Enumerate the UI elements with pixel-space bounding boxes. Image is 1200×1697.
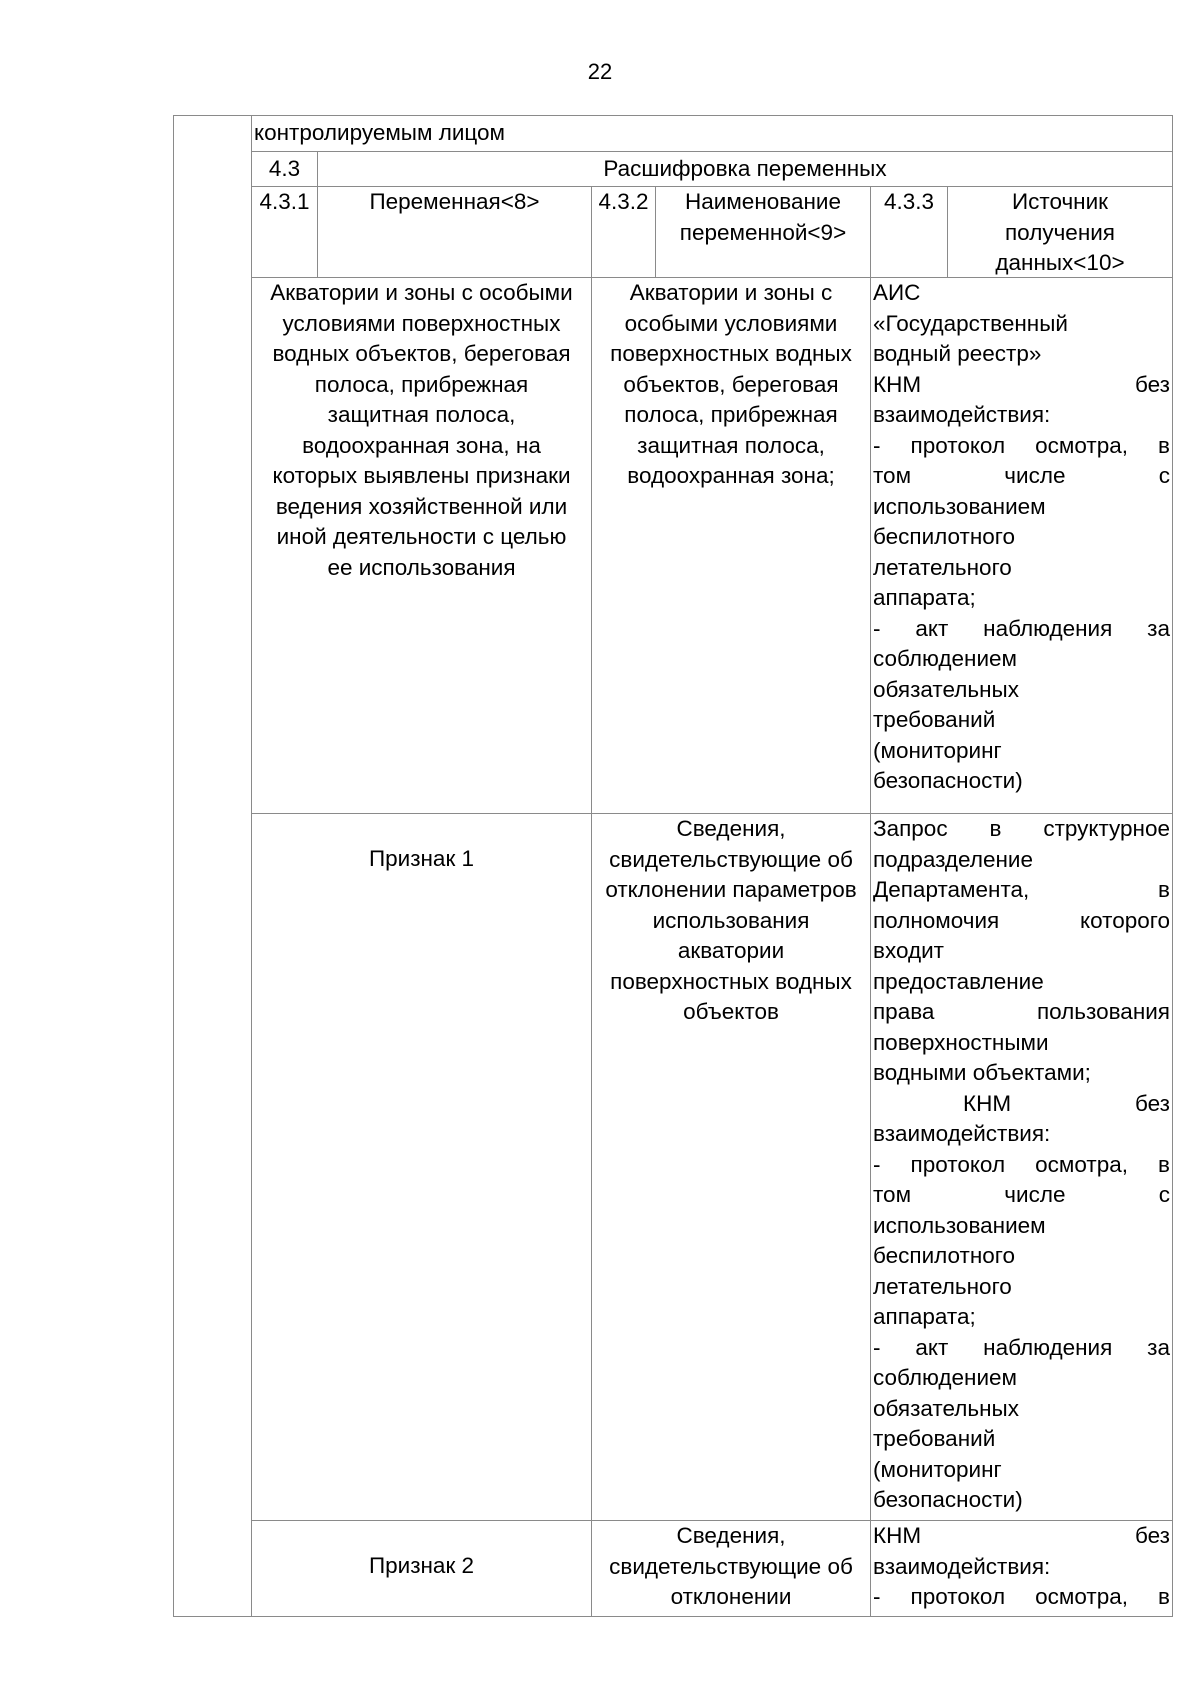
source-line: требований — [873, 1426, 996, 1451]
source-line: взаимодействия: — [873, 1121, 1051, 1146]
row-2-source — [870, 813, 1173, 1521]
source-line: обязательных — [873, 1395, 1019, 1421]
source-line: том числе с — [873, 1182, 1170, 1207]
source-line: - акт наблюдения за — [873, 615, 1170, 641]
source-line: поверхностными — [873, 1029, 1049, 1055]
source-line: аппарата; — [873, 585, 976, 610]
source-line: КНМ без — [873, 1523, 1170, 1548]
source-line: АИС — [873, 280, 921, 305]
source-line: полномочия которого — [873, 907, 1170, 933]
source-line: обязательных — [873, 676, 1019, 702]
source-line: КНМ без — [963, 1090, 1170, 1116]
source-line: (мониторинг — [873, 737, 1002, 763]
source-line: подразделение — [873, 846, 1033, 872]
source-line: беспилотного — [873, 1243, 1016, 1268]
source-line: - протокол осмотра, в — [873, 432, 1170, 458]
source-line: права пользования — [873, 999, 1170, 1024]
row-1-name: Акватории и зоны с особыми условиями поверхностных водных объектов, береговая полоса, прибрежная защитная полоса, водоохранная зона; — [591, 277, 871, 814]
source-line: предоставление — [873, 968, 1044, 994]
header-source-label-line: данных<10> — [995, 250, 1125, 275]
header-name-label-line: Наименование — [685, 189, 841, 214]
source-line: безопасности) — [873, 768, 1023, 793]
row-number-column — [173, 115, 252, 1617]
row-2-name: Сведения, свидетельствующие об отклонении параметров использования акватории поверхностных водных объектов — [591, 813, 871, 1521]
header-source-label-line: получения — [1005, 219, 1115, 245]
header-source-number: 4.3.3 — [870, 186, 948, 278]
header-variable-number: 4.3.1 — [251, 186, 318, 278]
source-line: взаимодействия: — [873, 1553, 1051, 1579]
source-line: беспилотного — [873, 524, 1016, 549]
source-line: входит — [873, 938, 944, 963]
source-line: соблюдением — [873, 646, 1018, 671]
source-line: использованием — [873, 1212, 1046, 1238]
header-name-label-line: переменной<9> — [679, 219, 847, 245]
continuation-row: контролируемым лицом — [251, 115, 1173, 152]
source-line: (мониторинг — [873, 1456, 1002, 1482]
source-line: - акт наблюдения за — [873, 1334, 1170, 1360]
header-name-label — [655, 186, 871, 278]
header-source-label — [947, 186, 1173, 278]
source-line: водный реестр» — [873, 341, 1042, 366]
variables-table — [173, 115, 1173, 1617]
header-name-number: 4.3.2 — [591, 186, 656, 278]
section-title: Расшифровка переменных — [317, 151, 1173, 187]
source-line: безопасности) — [873, 1487, 1023, 1512]
source-line: соблюдением — [873, 1365, 1018, 1390]
source-line: КНМ без — [873, 371, 1170, 397]
row-2-variable: Признак 1 — [251, 813, 592, 1521]
source-line: том числе с — [873, 463, 1170, 488]
source-line: аппарата; — [873, 1304, 976, 1329]
source-line: «Государственный — [873, 310, 1068, 336]
source-line: Запрос в структурное — [873, 816, 1170, 841]
row-1-source — [870, 277, 1173, 814]
page-number: 22 — [587, 59, 613, 84]
section-number: 4.3 — [251, 151, 318, 187]
source-line: Департамента, в — [873, 877, 1170, 902]
source-line: летательного — [873, 1273, 1012, 1299]
row-1-variable: Акватории и зоны с особыми условиями поверхностных водных объектов, береговая полоса, прибрежная защитная полоса, водоохранная зона, на которых выявлены признаки ведения хозяйственной или иной деятельности с целью ее использования — [251, 277, 592, 814]
header-source-label-line: Источник — [1011, 189, 1109, 214]
source-line: использованием — [873, 493, 1046, 519]
source-line: летательного — [873, 554, 1012, 580]
source-line: - протокол осмотра, в — [873, 1584, 1170, 1609]
row-3-source — [870, 1520, 1173, 1617]
row-3-variable: Признак 2 — [251, 1520, 592, 1617]
source-line: - протокол осмотра, в — [873, 1151, 1170, 1177]
source-line: взаимодействия: — [873, 402, 1051, 427]
row-3-name: Сведения, свидетельствующие об отклонении — [591, 1520, 871, 1617]
source-line: водными объектами; — [873, 1060, 1091, 1085]
header-variable-label: Переменная<8> — [317, 186, 592, 278]
source-line: требований — [873, 707, 996, 732]
